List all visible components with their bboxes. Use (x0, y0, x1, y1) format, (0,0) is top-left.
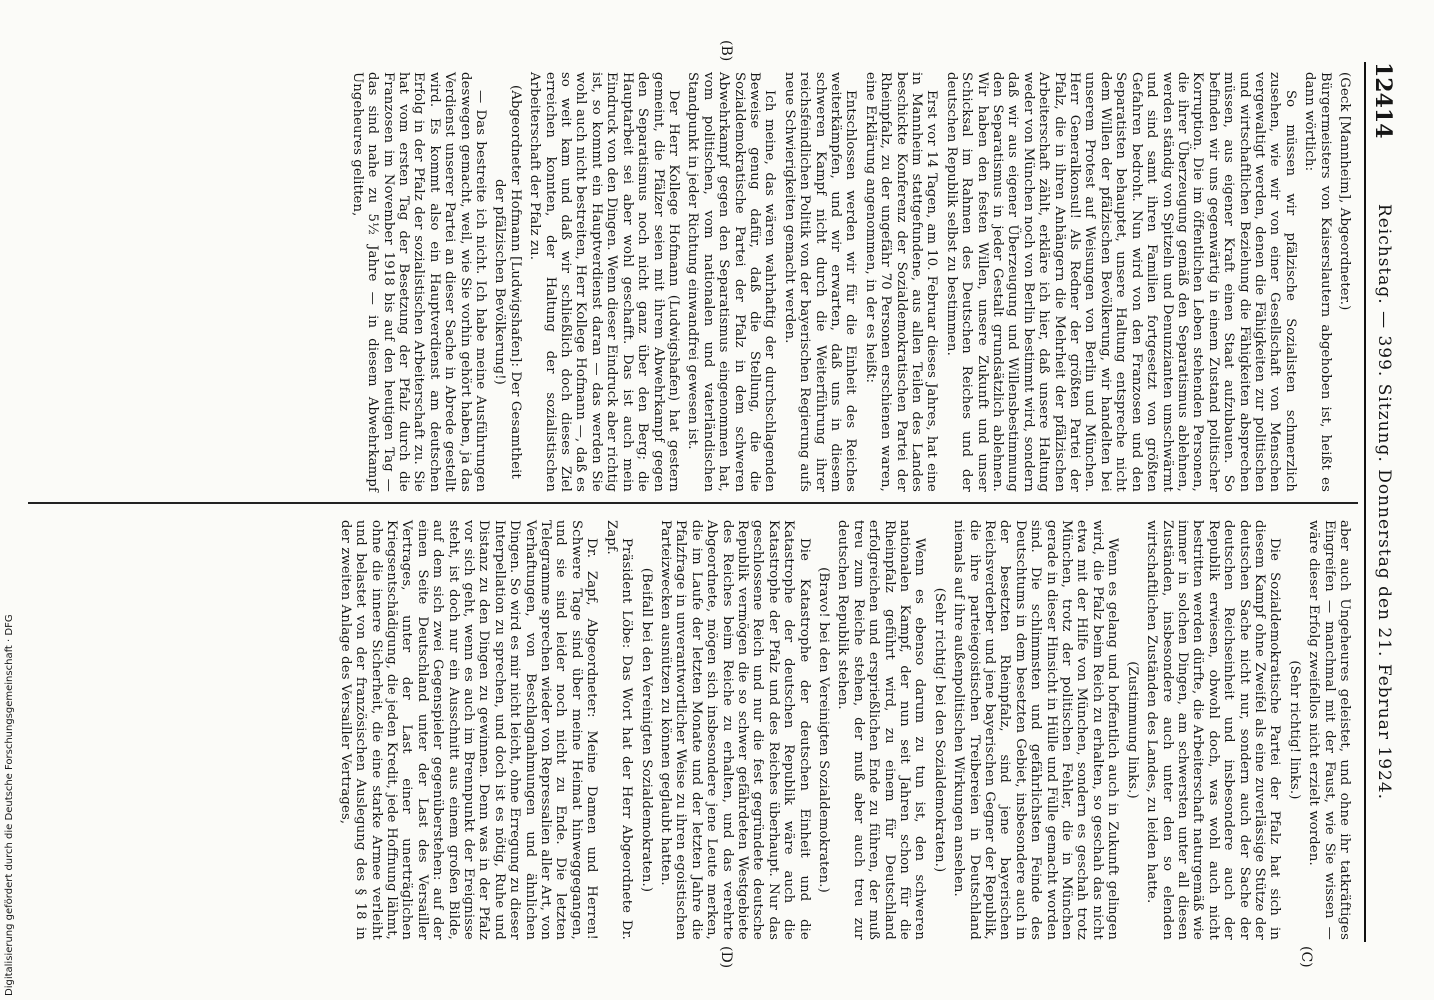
quoted-paragraph: Entschlossen werden wir für die Einheit des Reiches weiterkämpfen, und wir erwarten, daß uns in diesem schweren Kampf nicht durch die Weiterführung ihrer reichsfeindlichen Politik von der bayerischen Regierung aufs neue Schwierigkeiten gemacht werden. (781, 72, 859, 492)
reaction: (Bravo! bei den Vereinigten Sozialdemokraten.) (816, 567, 831, 893)
digitization-credit: Digitalisierung gefördert durch die Deutsche Forschungsgemeinschaft · DFG (4, 614, 15, 996)
reaction: (Zustimmung links.) (1124, 661, 1140, 799)
quoted-paragraph: So müssen wir pfälzische Sozialisten schmerzlich zusehen, wie wir von einer Gesellschaft von Menschen vergewaltigt werden, denen die Fähigkeiten zur politischen und wirtschaftlichen Beziehung die Fähigkeiten absprechen müssen, aus eigener Kraft einen Staat aufzubauen. So befinden wir uns gegenwärtig in einem Zustand politischer Korruption. Die im öffentlichen Leben stehenden Personen, die ihrer Überzeugung gemäß den Separatismus ablehnen, werden ständig von Spitzeln und Denunzianten umschwärmt und sind samt ihren Familien fortgesetzt von größten Gefahren bedroht. Nun wird von den Franzosen und den Separatisten behauptet, unsere Haltung entspreche nicht dem Willen der pfälzischen Bevölkerung, wir handelten bei unserem Protest auf Weisungen von Berlin und München. Herr Generalkonsul! Als Redner der größten Partei der Pfalz, die in ihren Anhängern die Mehrheit der pfälzischen Arbeiterschaft zählt, erkläre ich hier, daß unsere Haltung weder von München noch von Berlin bestimmt wird, sondern daß wir aus eigener Überzeugung und Willensbestimmung den Separatismus in jeder Gestalt grundsätzlich ablehnen. Wir haben den festen Willen, unsere Zukunft und unser Schicksal im Rahmen des Deutschen Reiches und der deutschen Republik selbst zu bestimmen. (943, 72, 1298, 492)
paragraph: Wenn es ebenso darum zu tun ist, den schweren nationalen Kampf, der nun seit Jahren schon für die Rheinpfalz geführt wird, zu einem für Deutschland erfolgreichen und ersprießlichen Ende zu führen, der muß treu zum Reiche stehen, der muß aber auch treu zur deutschen Republik stehen. (835, 520, 928, 940)
margin-marker-b: (B) (718, 40, 734, 62)
paragraph: Wenn es gelang und hoffentlich auch in Zukunft gelingen wird, die Pfalz beim Reich zu erhalten, so geschah das nicht etwa mit der Hilfe von München, sondern es geschah trotz München, trotz der politischen Fehler, die in München gerade in dieser Hinsicht in Hülle und Fülle gemacht worden sind. Die schlimmsten und gefährlichsten Feinde des Deutschtums in dem besetzten Gebiet, insbesondere auch in der besetzten Rheinpfalz, sind jene bayerischen Reichsverderber und jene bayerischen Gegner der Republik, die ihre parteiegoistischen Treibereien in Deutschland niemals auf ihre außenpolitischen Wirkungen ansehen. (951, 520, 1121, 940)
reaction: (Beifall bei den Vereinigten Sozialdemokraten.) (638, 567, 654, 893)
reaction: (Sehr richtig! bei den Sozialdemokraten.) (931, 587, 947, 873)
interjection: (Abgeordneter Hofmann [Ludwigshafen]: Der Gesamtheit der pfälzischen Bevölkerung!) (492, 85, 523, 479)
speaker-intro: (Geck [Mannheim], Abgeordneter.) (1337, 72, 1352, 311)
right-column (333, 520, 1352, 940)
paragraph: Der Herr Kollege Hofmann (Ludwigshafen) hat gestern gemeint, die Pfälzer seien mit ihrem Abwehrkampf gegen den Separatismus noch nicht ganz über den Berg; die Hauptarbeit sei aber wohl geschafft. Das ist auch mein Eindruck von den Dingen. Wenn dieser Eindruck aber richtig ist, so kommt ein Hauptverdienst daran — das werden Sie wohl auch nicht bestreiten, Herr Kollege Hofmann —, daß es so weit kam und daß wir schließlich doch dieses Ziel erreichen konnten, der Haltung der sozialistischen Arbeiterschaft der Pfalz zu. (527, 72, 681, 492)
paragraph: Bürgermeisters von Kaiserslautern abgehoben ist, heißt es dann wörtlich: (1302, 72, 1333, 492)
paragraph: Die Katastrophe der deutschen Einheit und die Katastrophe der deutschen Republik wäre auch die Katastrophe der Pfalz und des Reiches überhaupt. Nur das geschlossene Reich und nur die fest gegründete deutsche Republik vermögen die so schwer gefährdeten Westgebiete des Reiches beim Reiche zu erhalten, und das verehrte Abgeordnete, mögen sich insbesondere jene Leute merken, die im Laufe der letzten Monate und der letzten Jahre die Pfalzfrage in unverantwortlicher Weise zu ihren egoistischen Parteizwecken ausnützen zu können geglaubt hatten. (657, 520, 812, 940)
paragraph: Ich meine, das wären wahrhaftig der durchschlagenden Beweise genug dafür, daß die Stellung, die die Sozialdemokratische Partei der Pfalz in dem schweren Abwehrkampf gegen den Separatismus eingenommen hat, vom politischen, vom nationalen und vaterländischen Standpunkt in jeder Richtung einwandfrei gewesen ist. (685, 72, 778, 492)
left-column (345, 72, 1352, 492)
paragraph: Erst vor 14 Tagen, am 10. Februar dieses Jahres, hat eine in Mannheim stattgefundene, aus allen Teilen des Landes beschickte Konferenz der Sozialdemokratischen Partei der Rheinpfalz, zu der ungefähr 70 Personen erschienen waren, eine Erklärung angenommen, in der es heißt: (862, 72, 940, 492)
paragraph: — Das bestreite ich nicht. Ich habe meine Ausführungen deswegen gemacht, weil, wie Sie vorhin gehört haben, ja das Verdienst unserer Partei an dieser Sache in Abrede gestellt wird. Es kommt also ein Hauptverdienst am deutschen Erfolg in der Pfalz der sozialistischen Arbeiterschaft zu. Sie hat vom ersten Tag der Besetzung der Pfalz durch die Franzosen im November 1918 bis auf den heutigen Tag — das sind nahe zu 5½ Jahre — in diesem Abwehrkampf Ungeheures gelitten, (349, 72, 489, 492)
margin-marker-c: (C) (1298, 946, 1314, 968)
paragraph: Dr. Zapf, Abgeordneter: Meine Damen und Herren! Schwere Tage sind über meine Heimat hinweggegangen, und sie sind leider noch nicht zu Ende. Die letzten Telegramme sprechen wieder von Repressalien aller Art, von Verhaftungen, von Beschlagnahmungen und ähnlichen Dingen. So wird es mir nicht leicht, ohne Erregung zu dieser Interpellation zu sprechen, und doch ist es nötig, Ruhe und Distanz zu den Dingen zu gewinnen. Denn was in der Pfalz vor sich geht, wenn es auch im Brennpunkt der Ereignisse steht, ist doch nur ein Ausschnitt aus einem großen Bilde, auf dem sich zwei Gegenspieler gegenüberstehen: auf der einen Seite Deutschland unter der Last des Versailler Vertrages, unter der Last einer unerträglichen Kriegsentschädigung, die jeden Kredit, jede Hoffnung lähmt, ohne die innere Sicherheit, die eine starke Armee verleiht und belastet von der französischen Auslegung des § 18 in der zweiten Anlage des Versailler Vertrages, (337, 520, 600, 940)
column-divider (28, 502, 1358, 504)
paragraph: aber auch Ungeheures geleistet, und ohne ihr tatkräftiges Eingreifen — manchmal mit der Faust, wie Sie wissen — wäre dieser Erfolg zweifellos nicht erzielt worden. (1306, 520, 1352, 940)
margin-marker-d: (D) (718, 946, 734, 969)
page-header (1364, 62, 1400, 942)
page-number: 12414 (1370, 62, 1396, 139)
paragraph: Die Sozialdemokratische Partei der Pfalz hat sich in diesem Kampf ohne Zweifel als eine zuverlässige Stütze der deutschen Sache nicht nur, sondern auch der Sache der deutschen Reichseinheit und insbesondere auch der Republik erwiesen, obwohl doch, was wohl auch nicht bestritten werden dürfte, die Arbeiterschaft naturgemäß wie immer in solchen Dingen, am schwersten unter all diesen Zuständen, insbesondere auch unter den so elenden wirtschaftlichen Zuständen des Landes, zu leiden hatte. (1144, 520, 1283, 940)
reaction: (Sehr richtig! links.) (1286, 660, 1302, 800)
president-statement: Präsident Löbe: Das Wort hat der Herr Abgeordnete Dr. Zapf. (603, 520, 635, 940)
running-head: Reichstag. — 399. Sitzung. Donnerstag den 21. Februar 1924. (1374, 203, 1394, 801)
